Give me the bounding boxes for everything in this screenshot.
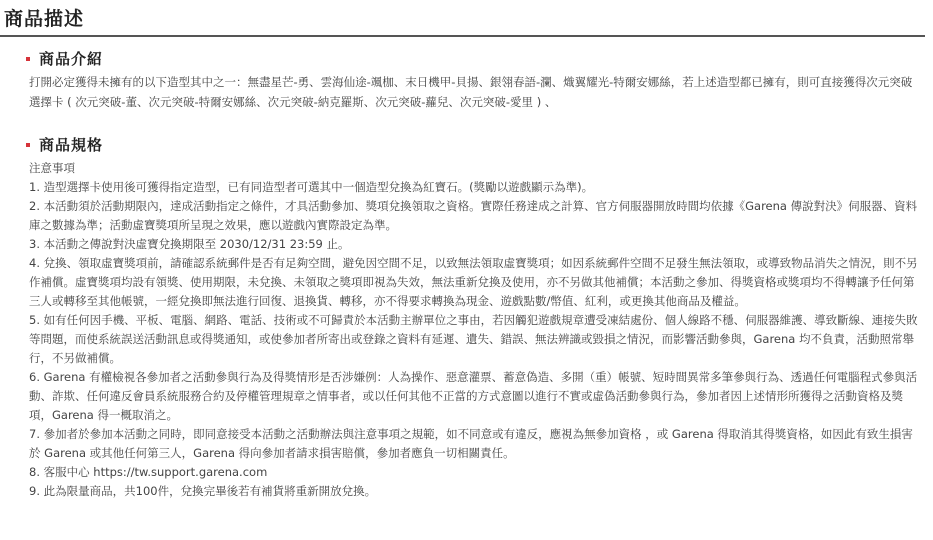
notice-item: 1. 造型選擇卡使用後可獲得指定造型，已有同造型者可選其中一個造型兌換為紅寶石。(獎勵以遊戲顯示為準)。 [29,180,594,194]
intro-heading: 商品介紹 [39,50,104,68]
notice-item: 7. 參加者於參加本活動之同時，即同意接受本活動之活動辦法與注意事項之規範，如不同意或有違反，應視為無參加資格 ，或 Garena 得取消其得獎資格，如因此有致生損害於 Garena 或其他任何第三人，Garena 得向參加者請求損害賠償，參加者應負一切相關責任。 [29,427,913,460]
notice-item: 6. Garena 有權檢視各參加者之活動參與行為及得獎情形是否涉嫌例：人為操作、惡意灌票、蓄意偽造、多開（重）帳號、短時間異常多筆參與行為、透過任何電腦程式參與活動、詐欺、任何違反會員系統服務合約及停權管理規章之情事者，或以任何其他不正當的方式意圖以進行不實或虛偽活動參與行為，參加者因上述情形所獲得之活動資格及獎項，Garena 得一概取消之。 [29,370,918,422]
title-divider [0,35,925,37]
notice-item: 9. 此為限量商品，共100件，兌換完畢後若有補貨將重新開放兌換。 [29,484,377,498]
specs-section-header [26,134,103,155]
notice-item: 3. 本活動之傳說對決虛寶兌換期限至 2030/12/31 23:59 止。 [29,237,350,251]
square-bullet-icon [26,57,30,61]
intro-text: 打開必定獲得未擁有的以下造型其中之一：無盡星芒-勇、雲海仙途-颯枷、末日機甲-貝揚、銀翎春語-瀾、熾翼耀光-特爾安娜絲，若上述造型都已擁有，則可直接獲得次元突破 選擇卡 ( 次元突破-董、次元突破-特爾安娜絲、次元突破-納克羅斯、次元突破-蘿兒、次元突破-愛里 ) 、 [29,75,913,109]
specs-body [29,159,919,501]
square-bullet-icon [26,143,30,147]
notice-item: 2. 本活動須於活動期限內，達成活動指定之條件，才具活動參加、獎項兌換領取之資格。實際任務達成之計算、官方伺服器開放時間均依據《Garena 傳說對決》伺服器、資料庫之數據為準；活動虛寶獎項所呈現之效果，應以遊戲內實際設定為準。 [29,199,918,232]
notice-title: 注意事項 [29,161,75,175]
notice-item: 4. 兌換、領取虛寶獎項前，請確認系統郵件是否有足夠空間，避免因空間不足，以致無法領取虛寶獎項；如因系統郵件空間不足發生無法領取，或導致物品消失之情況，則不另作補償。虛寶獎項均設有領獎、使用期限，未兌換、未領取之獎項即視為失效，無法重新兌換及使用，亦不另做其他補償；本活動之參加、得獎資格或獎項均不得轉讓予任何第三人或轉移至其他帳號，一經兌換即無法進行回復、退換貨、轉移，亦不得要求轉換為現金、遊戲點數/幣值、紅利，或更換其他商品及權益。 [29,256,918,308]
specs-heading: 商品規格 [39,136,104,154]
intro-section-header [26,48,103,69]
notice-item: 5. 如有任何因手機、平板、電腦、網路、電話、技術或不可歸責於本活動主辦單位之事由，若因觸犯遊戲規章遭受凍結處份、個人線路不穩、伺服器維護、導致斷線、連接失敗等問題，而使系統誤送活動訊息或得獎通知，或使參加者所寄出或登錄之資料有延遲、遺失、錯誤、無法辨識或毀損之情況，而影響活動參與，Garena 均不負責，活動照常舉行，不另做補償。 [29,313,918,365]
support-link-item[interactable]: 8. 客服中心 https://tw.support.garena.com [29,465,268,479]
page-title: 商品描述 [4,8,85,30]
